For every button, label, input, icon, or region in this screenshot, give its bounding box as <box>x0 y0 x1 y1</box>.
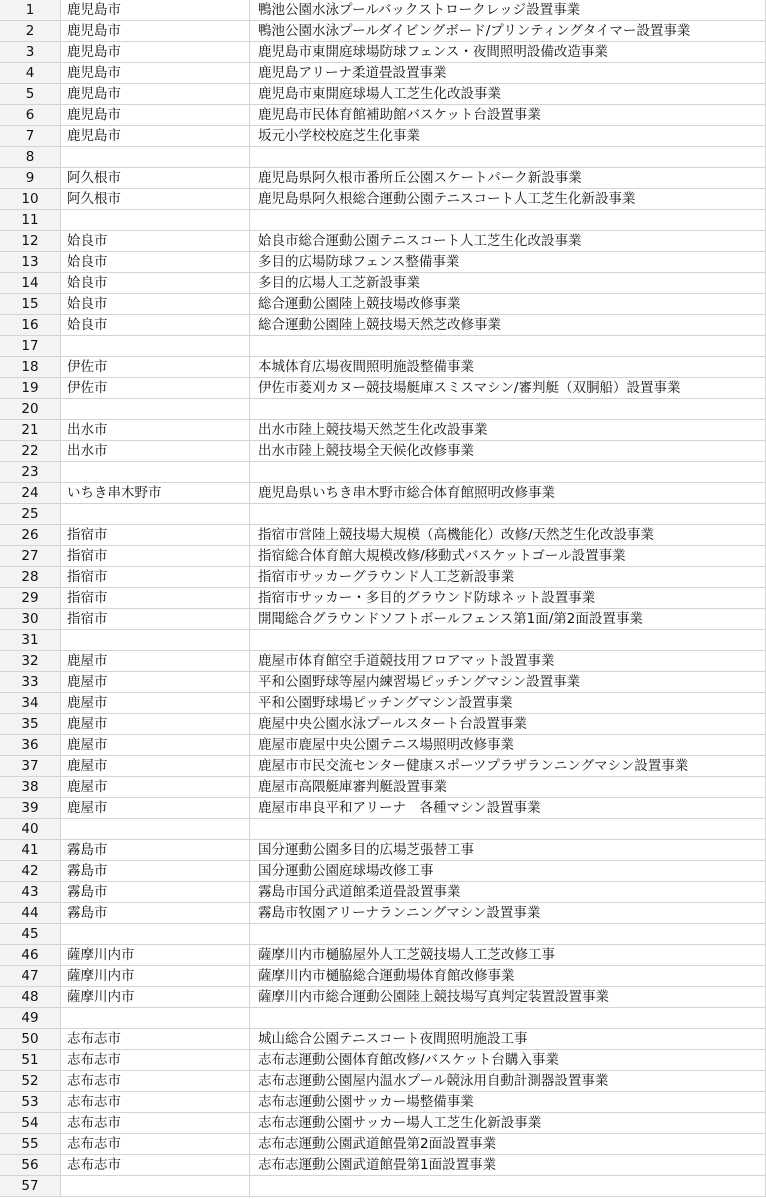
cell-project[interactable]: 平和公園野球等屋内練習場ピッチングマシン設置事業 <box>250 672 766 693</box>
cell-project[interactable] <box>250 504 766 525</box>
cell-project[interactable]: 姶良市総合運動公園テニスコート人工芝生化改設事業 <box>250 231 766 252</box>
table-row <box>0 903 766 924</box>
row-header[interactable]: 31 <box>0 630 61 651</box>
cell-project[interactable]: 鹿屋市鹿屋中央公園テニス場照明改修事業 <box>250 735 766 756</box>
row-header[interactable]: 29 <box>0 588 61 609</box>
cell-city[interactable]: 鹿児島市 <box>61 126 250 147</box>
table-row <box>0 630 766 651</box>
row-header[interactable]: 54 <box>0 1113 61 1134</box>
cell-city[interactable]: 鹿児島市 <box>61 0 250 21</box>
cell-project[interactable]: 薩摩川内市樋脇総合運動場体育館改修事業 <box>250 966 766 987</box>
cell-city[interactable]: 志布志市 <box>61 1155 250 1176</box>
row-header[interactable]: 52 <box>0 1071 61 1092</box>
cell-project[interactable]: 国分運動公園庭球場改修工事 <box>250 861 766 882</box>
table-row <box>0 210 766 231</box>
table-row <box>0 1155 766 1176</box>
table-row <box>0 504 766 525</box>
table-row <box>0 798 766 819</box>
table-row <box>0 336 766 357</box>
cell-project[interactable]: 志布志運動公園屋内温水プール競泳用自動計測器設置事業 <box>250 1071 766 1092</box>
table-row <box>0 588 766 609</box>
table-row <box>0 777 766 798</box>
cell-city[interactable]: 鹿屋市 <box>61 735 250 756</box>
row-header[interactable]: 25 <box>0 504 61 525</box>
table-row <box>0 1176 766 1197</box>
cell-project[interactable]: 指宿市営陸上競技場大規模（高機能化）改修/天然芝生化改設事業 <box>250 525 766 546</box>
cell-city[interactable] <box>61 1008 250 1029</box>
row-header[interactable]: 12 <box>0 231 61 252</box>
cell-city[interactable]: 出水市 <box>61 420 250 441</box>
cell-project[interactable]: 鹿児島市東開庭球場防球フェンス・夜間照明設備改造事業 <box>250 42 766 63</box>
cell-city[interactable] <box>61 504 250 525</box>
row-header[interactable]: 38 <box>0 777 61 798</box>
table-row <box>0 819 766 840</box>
cell-project[interactable] <box>250 336 766 357</box>
cell-city[interactable]: 霧島市 <box>61 882 250 903</box>
row-header[interactable]: 4 <box>0 63 61 84</box>
row-header[interactable]: 47 <box>0 966 61 987</box>
table-row <box>0 882 766 903</box>
table-row <box>0 1008 766 1029</box>
row-header[interactable]: 46 <box>0 945 61 966</box>
row-header[interactable]: 35 <box>0 714 61 735</box>
row-header[interactable]: 16 <box>0 315 61 336</box>
row-header[interactable]: 37 <box>0 756 61 777</box>
row-header[interactable]: 32 <box>0 651 61 672</box>
cell-project[interactable]: 指宿総合体育館大規模改修/移動式バスケットゴール設置事業 <box>250 546 766 567</box>
row-header[interactable]: 44 <box>0 903 61 924</box>
row-header[interactable]: 36 <box>0 735 61 756</box>
row-header[interactable]: 21 <box>0 420 61 441</box>
cell-city[interactable]: 阿久根市 <box>61 189 250 210</box>
cell-city[interactable] <box>61 819 250 840</box>
cell-project[interactable]: 鹿児島県阿久根市番所丘公園スケートパーク新設事業 <box>250 168 766 189</box>
row-header[interactable]: 1 <box>0 0 61 21</box>
table-row <box>0 966 766 987</box>
table-row <box>0 189 766 210</box>
cell-project[interactable]: 鹿児島市東開庭球場人工芝生化改設事業 <box>250 84 766 105</box>
table-row <box>0 714 766 735</box>
row-header[interactable]: 23 <box>0 462 61 483</box>
row-header[interactable]: 48 <box>0 987 61 1008</box>
row-header[interactable]: 34 <box>0 693 61 714</box>
table-row <box>0 651 766 672</box>
cell-project[interactable]: 多目的広場人工芝新設事業 <box>250 273 766 294</box>
table-row <box>0 399 766 420</box>
cell-city[interactable]: 鹿屋市 <box>61 756 250 777</box>
table-row <box>0 42 766 63</box>
cell-project[interactable]: 鹿屋市市民交流センター健康スポーツプラザランニングマシン設置事業 <box>250 756 766 777</box>
cell-project[interactable]: 総合運動公園陸上競技場改修事業 <box>250 294 766 315</box>
table-row <box>0 378 766 399</box>
table-row <box>0 987 766 1008</box>
cell-city[interactable]: 阿久根市 <box>61 168 250 189</box>
row-header[interactable]: 24 <box>0 483 61 504</box>
cell-city[interactable]: 伊佐市 <box>61 357 250 378</box>
cell-city[interactable]: 霧島市 <box>61 903 250 924</box>
cell-city[interactable] <box>61 630 250 651</box>
cell-city[interactable]: 志布志市 <box>61 1092 250 1113</box>
cell-project[interactable] <box>250 399 766 420</box>
row-header[interactable]: 40 <box>0 819 61 840</box>
cell-city[interactable]: 指宿市 <box>61 546 250 567</box>
row-header[interactable]: 11 <box>0 210 61 231</box>
row-header[interactable]: 42 <box>0 861 61 882</box>
cell-project[interactable]: 薩摩川内市総合運動公園陸上競技場写真判定装置設置事業 <box>250 987 766 1008</box>
row-header[interactable]: 5 <box>0 84 61 105</box>
row-header[interactable]: 10 <box>0 189 61 210</box>
cell-project[interactable] <box>250 1008 766 1029</box>
cell-city[interactable]: 姶良市 <box>61 273 250 294</box>
row-header[interactable]: 8 <box>0 147 61 168</box>
table-row <box>0 945 766 966</box>
row-header[interactable]: 49 <box>0 1008 61 1029</box>
cell-city[interactable]: 鹿屋市 <box>61 777 250 798</box>
cell-city[interactable]: 姶良市 <box>61 231 250 252</box>
cell-city[interactable]: 鹿屋市 <box>61 693 250 714</box>
table-row <box>0 672 766 693</box>
row-header[interactable]: 15 <box>0 294 61 315</box>
table-row <box>0 357 766 378</box>
cell-city[interactable]: 姶良市 <box>61 294 250 315</box>
cell-project[interactable]: 鹿児島県阿久根総合運動公園テニスコート人工芝生化新設事業 <box>250 189 766 210</box>
cell-city[interactable] <box>61 462 250 483</box>
cell-city[interactable] <box>61 399 250 420</box>
cell-city[interactable]: 霧島市 <box>61 861 250 882</box>
cell-project[interactable]: 志布志運動公園体育館改修/バスケット台購入事業 <box>250 1050 766 1071</box>
cell-project[interactable]: 多目的広場防球フェンス整備事業 <box>250 252 766 273</box>
row-header[interactable]: 45 <box>0 924 61 945</box>
cell-project[interactable]: 指宿市サッカー・多目的グラウンド防球ネット設置事業 <box>250 588 766 609</box>
cell-project[interactable]: 霧島市国分武道館柔道畳設置事業 <box>250 882 766 903</box>
row-header[interactable]: 55 <box>0 1134 61 1155</box>
row-header[interactable]: 6 <box>0 105 61 126</box>
cell-project[interactable]: 城山総合公園テニスコート夜間照明施設工事 <box>250 1029 766 1050</box>
cell-city[interactable]: 鹿屋市 <box>61 714 250 735</box>
cell-city[interactable] <box>61 210 250 231</box>
table-row <box>0 462 766 483</box>
cell-city[interactable]: いちき串木野市 <box>61 483 250 504</box>
table-row <box>0 1092 766 1113</box>
cell-project[interactable]: 志布志運動公園サッカー場人工芝生化新設事業 <box>250 1113 766 1134</box>
cell-project[interactable] <box>250 147 766 168</box>
table-row <box>0 567 766 588</box>
row-header[interactable]: 14 <box>0 273 61 294</box>
cell-city[interactable]: 伊佐市 <box>61 378 250 399</box>
table-row <box>0 525 766 546</box>
table-row <box>0 1113 766 1134</box>
row-header[interactable]: 7 <box>0 126 61 147</box>
table-row <box>0 546 766 567</box>
table-row <box>0 105 766 126</box>
table-row <box>0 1071 766 1092</box>
cell-city[interactable] <box>61 147 250 168</box>
cell-project[interactable]: 志布志運動公園武道館畳第1面設置事業 <box>250 1155 766 1176</box>
table-row <box>0 147 766 168</box>
cell-project[interactable]: 霧島市牧園アリーナランニングマシン設置事業 <box>250 903 766 924</box>
cell-project[interactable] <box>250 924 766 945</box>
cell-city[interactable]: 鹿屋市 <box>61 651 250 672</box>
row-header[interactable]: 20 <box>0 399 61 420</box>
table-row <box>0 609 766 630</box>
table-row <box>0 1050 766 1071</box>
row-header[interactable]: 13 <box>0 252 61 273</box>
cell-project[interactable]: 志布志運動公園サッカー場整備事業 <box>250 1092 766 1113</box>
cell-city[interactable]: 志布志市 <box>61 1071 250 1092</box>
row-header[interactable]: 2 <box>0 21 61 42</box>
table-row <box>0 63 766 84</box>
table-row <box>0 126 766 147</box>
row-header[interactable]: 50 <box>0 1029 61 1050</box>
cell-city[interactable]: 志布志市 <box>61 1134 250 1155</box>
table-row <box>0 840 766 861</box>
row-header[interactable]: 51 <box>0 1050 61 1071</box>
row-header[interactable]: 19 <box>0 378 61 399</box>
cell-city[interactable] <box>61 1176 250 1197</box>
cell-project[interactable]: 出水市陸上競技場全天候化改修事業 <box>250 441 766 462</box>
cell-city[interactable]: 指宿市 <box>61 609 250 630</box>
cell-city[interactable]: 薩摩川内市 <box>61 945 250 966</box>
cell-city[interactable] <box>61 924 250 945</box>
cell-city[interactable]: 志布志市 <box>61 1113 250 1134</box>
cell-city[interactable]: 薩摩川内市 <box>61 966 250 987</box>
cell-project[interactable] <box>250 1176 766 1197</box>
cell-project[interactable]: 国分運動公園多目的広場芝張替工事 <box>250 840 766 861</box>
table-row <box>0 483 766 504</box>
cell-project[interactable]: 薩摩川内市樋脇屋外人工芝競技場人工芝改修工事 <box>250 945 766 966</box>
cell-city[interactable]: 鹿屋市 <box>61 798 250 819</box>
table-row <box>0 1029 766 1050</box>
cell-city[interactable]: 霧島市 <box>61 840 250 861</box>
row-header[interactable]: 33 <box>0 672 61 693</box>
table-row <box>0 231 766 252</box>
table-row <box>0 441 766 462</box>
table-row <box>0 861 766 882</box>
cell-city[interactable]: 出水市 <box>61 441 250 462</box>
cell-project[interactable] <box>250 819 766 840</box>
table-row <box>0 294 766 315</box>
cell-project[interactable]: 鹿児島市民体育館補助館バスケット台設置事業 <box>250 105 766 126</box>
cell-project[interactable]: 鹿屋市串良平和アリーナ 各種マシン設置事業 <box>250 798 766 819</box>
cell-project[interactable]: 鹿屋中央公園水泳プールスタート台設置事業 <box>250 714 766 735</box>
cell-project[interactable] <box>250 462 766 483</box>
row-header[interactable]: 27 <box>0 546 61 567</box>
cell-project[interactable]: 志布志運動公園武道館畳第2面設置事業 <box>250 1134 766 1155</box>
cell-project[interactable]: 出水市陸上競技場天然芝生化改設事業 <box>250 420 766 441</box>
cell-project[interactable]: 総合運動公園陸上競技場天然芝改修事業 <box>250 315 766 336</box>
table-row <box>0 273 766 294</box>
row-header[interactable]: 28 <box>0 567 61 588</box>
row-header[interactable]: 41 <box>0 840 61 861</box>
table-row <box>0 315 766 336</box>
table-row <box>0 168 766 189</box>
cell-city[interactable]: 薩摩川内市 <box>61 987 250 1008</box>
cell-city[interactable]: 指宿市 <box>61 588 250 609</box>
table-row <box>0 252 766 273</box>
row-header[interactable]: 30 <box>0 609 61 630</box>
row-header[interactable]: 57 <box>0 1176 61 1197</box>
row-header[interactable]: 18 <box>0 357 61 378</box>
cell-project[interactable]: 鹿屋市高隈艇庫審判艇設置事業 <box>250 777 766 798</box>
cell-city[interactable] <box>61 336 250 357</box>
cell-project[interactable] <box>250 210 766 231</box>
cell-project[interactable]: 開聞総合グラウンドソフトボールフェンス第1面/第2面設置事業 <box>250 609 766 630</box>
row-header[interactable]: 9 <box>0 168 61 189</box>
cell-city[interactable]: 指宿市 <box>61 525 250 546</box>
row-header[interactable]: 26 <box>0 525 61 546</box>
cell-city[interactable]: 鹿児島市 <box>61 63 250 84</box>
table-row <box>0 21 766 42</box>
cell-project[interactable]: 本城体育広場夜間照明施設整備事業 <box>250 357 766 378</box>
cell-city[interactable]: 鹿屋市 <box>61 672 250 693</box>
table-row <box>0 924 766 945</box>
cell-city[interactable]: 鹿児島市 <box>61 42 250 63</box>
row-header[interactable]: 17 <box>0 336 61 357</box>
cell-project[interactable]: 鴨池公園水泳プールダイビングボード/プリンティングタイマー設置事業 <box>250 21 766 42</box>
cell-city[interactable]: 姶良市 <box>61 252 250 273</box>
cell-city[interactable]: 姶良市 <box>61 315 250 336</box>
cell-city[interactable]: 鹿児島市 <box>61 105 250 126</box>
row-header[interactable]: 43 <box>0 882 61 903</box>
table-row <box>0 756 766 777</box>
cell-project[interactable]: 鹿屋市体育館空手道競技用フロアマット設置事業 <box>250 651 766 672</box>
row-header[interactable]: 22 <box>0 441 61 462</box>
row-header[interactable]: 39 <box>0 798 61 819</box>
row-header[interactable]: 56 <box>0 1155 61 1176</box>
row-header[interactable]: 3 <box>0 42 61 63</box>
cell-project[interactable]: 伊佐市菱刈カヌー競技場艇庫スミスマシン/審判艇（双胴船）設置事業 <box>250 378 766 399</box>
cell-project[interactable]: 鴨池公園水泳プールバックストロークレッジ設置事業 <box>250 0 766 21</box>
cell-city[interactable]: 志布志市 <box>61 1050 250 1071</box>
cell-project[interactable]: 平和公園野球場ピッチングマシン設置事業 <box>250 693 766 714</box>
cell-project[interactable]: 坂元小学校校庭芝生化事業 <box>250 126 766 147</box>
table-row <box>0 420 766 441</box>
table-row <box>0 84 766 105</box>
cell-project[interactable]: 鹿児島アリーナ柔道畳設置事業 <box>250 63 766 84</box>
cell-city[interactable]: 志布志市 <box>61 1029 250 1050</box>
table-row <box>0 735 766 756</box>
table-row <box>0 0 766 21</box>
cell-project[interactable]: 鹿児島県いちき串木野市総合体育館照明改修事業 <box>250 483 766 504</box>
row-header[interactable]: 53 <box>0 1092 61 1113</box>
cell-project[interactable]: 指宿市サッカーグラウンド人工芝新設事業 <box>250 567 766 588</box>
table-row <box>0 693 766 714</box>
cell-city[interactable]: 鹿児島市 <box>61 84 250 105</box>
cell-city[interactable]: 指宿市 <box>61 567 250 588</box>
cell-city[interactable]: 鹿児島市 <box>61 21 250 42</box>
cell-project[interactable] <box>250 630 766 651</box>
table-row <box>0 1134 766 1155</box>
